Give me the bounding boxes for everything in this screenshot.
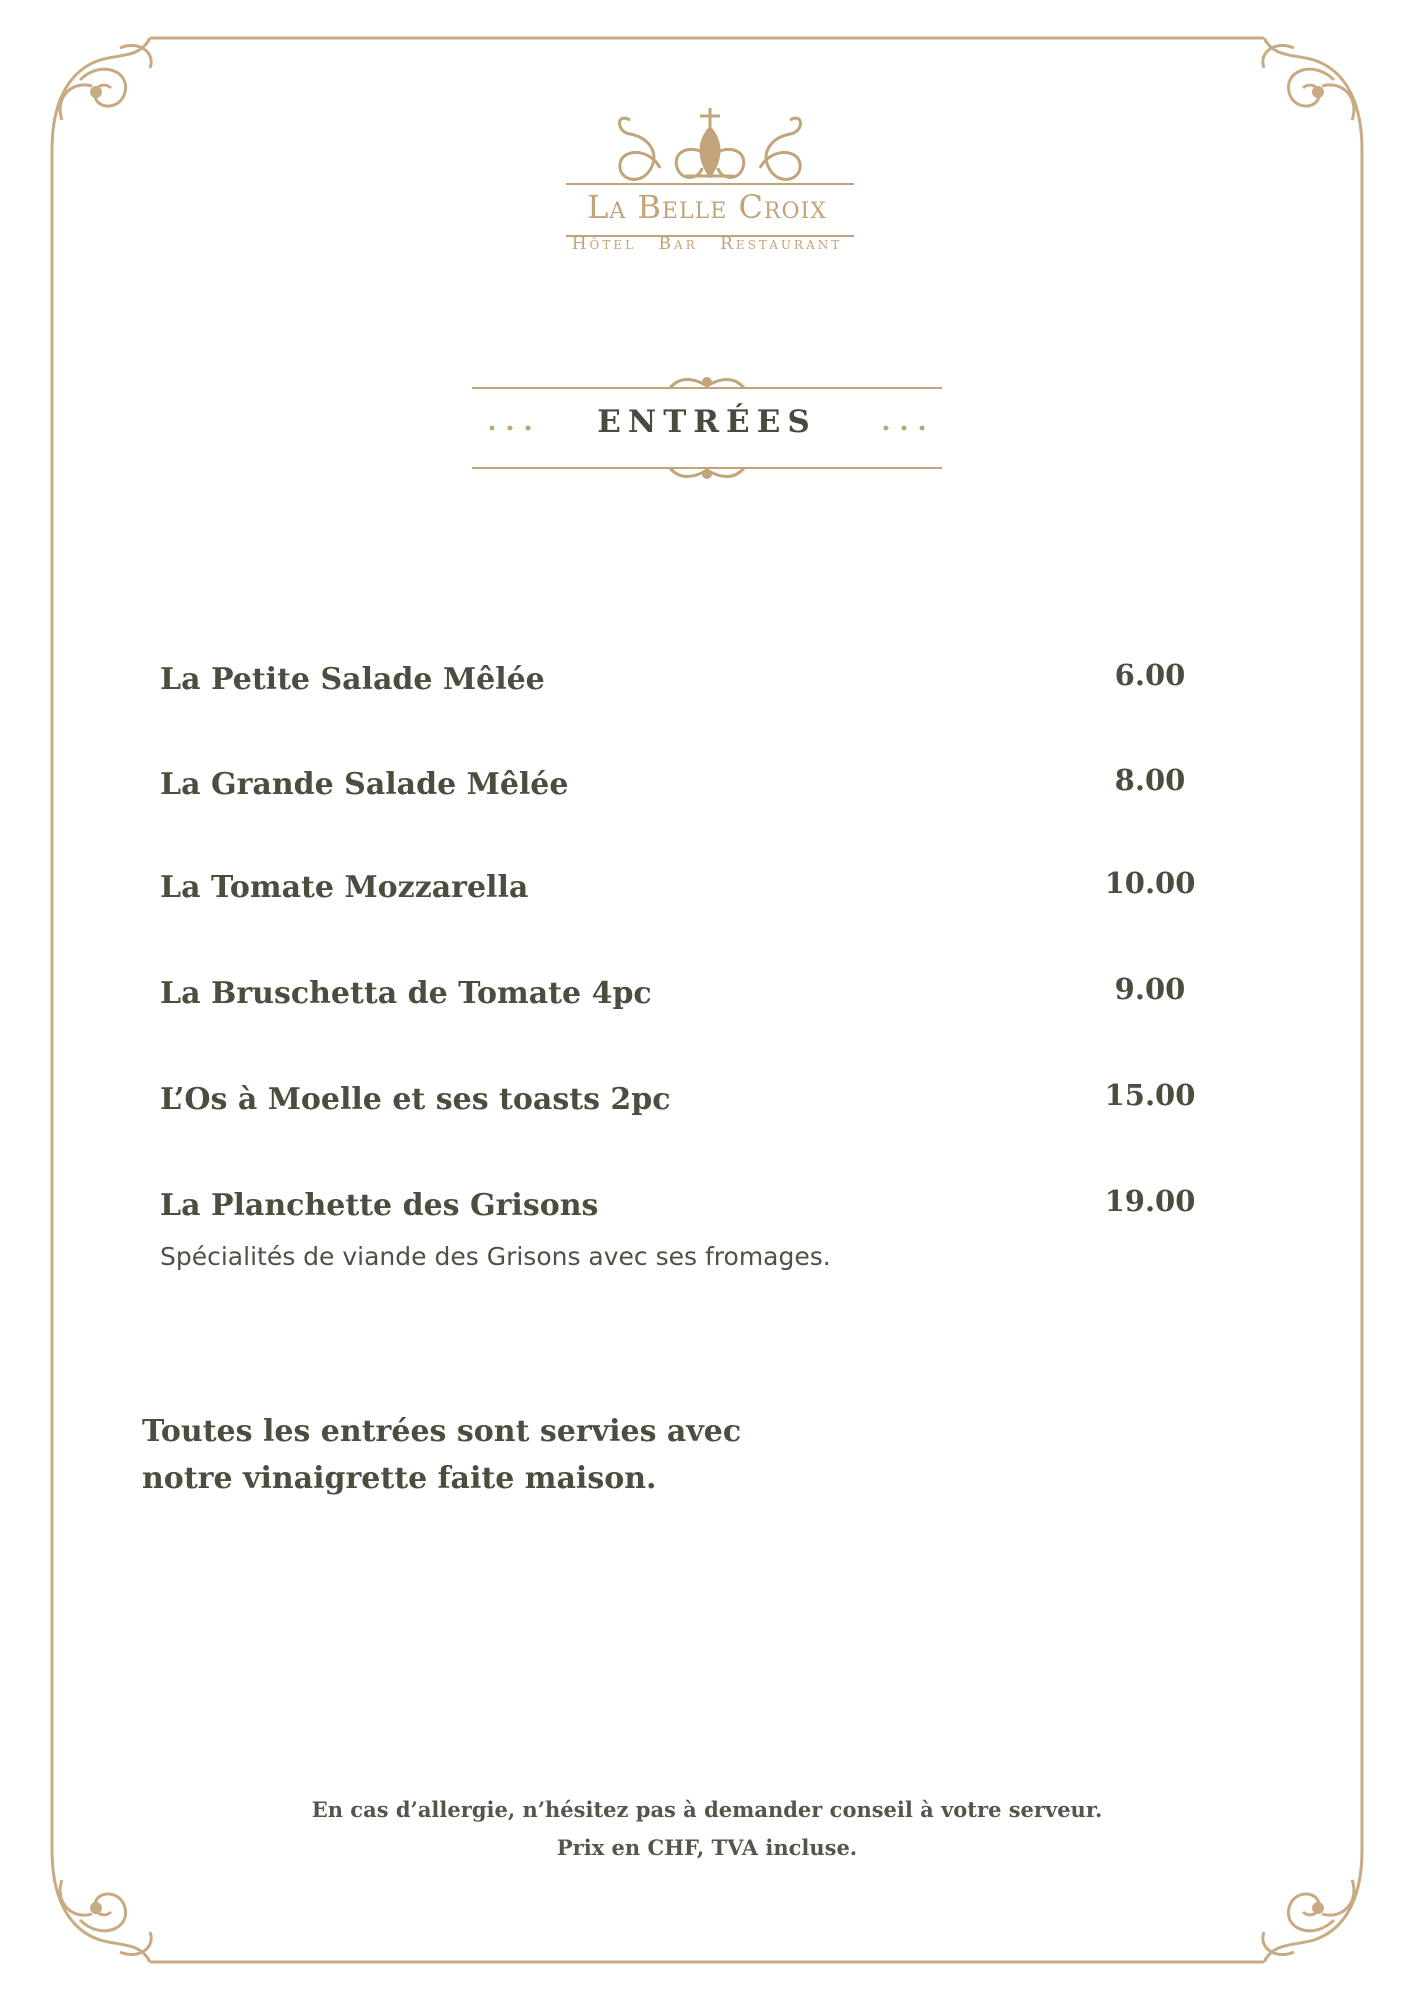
price-notice: Prix en CHF, TVA incluse.: [556, 1835, 858, 1860]
item-name: La Bruschetta de Tomate 4pc: [160, 976, 652, 1011]
item-price: 9.00: [1114, 972, 1186, 1006]
corner-ornament-icon: [52, 38, 151, 150]
menu-item: [160, 1184, 1230, 1298]
brand-subtitle: Hôtel Bar Restaurant: [571, 234, 843, 254]
item-price: 6.00: [1114, 658, 1186, 692]
item-name: La Grande Salade Mêlée: [160, 767, 569, 802]
allergy-notice: En cas d’allergie, n’hésitez pas à demander conseil à votre serveur.: [311, 1797, 1103, 1822]
section-title: ENTRÉES: [597, 404, 817, 440]
item-price: 19.00: [1104, 1184, 1196, 1218]
menu-item: [160, 763, 1230, 827]
item-name: L’Os à Moelle et ses toasts 2pc: [160, 1082, 671, 1117]
corner-ornament-icon: [52, 1850, 151, 1962]
item-name: La Planchette des Grisons: [160, 1188, 599, 1223]
item-name: La Petite Salade Mêlée: [160, 662, 545, 697]
menu-item: [160, 972, 1230, 1036]
menu-item: [160, 658, 1230, 722]
note-line: Toutes les entrées sont servies avec: [142, 1414, 742, 1449]
note-line: notre vinaigrette faite maison.: [142, 1461, 657, 1496]
corner-ornament-icon: [1263, 1850, 1362, 1962]
item-description: Spécialités de viande des Grisons avec ses fromages.: [160, 1242, 831, 1271]
menu-item: [160, 866, 1230, 930]
item-price: 10.00: [1104, 866, 1196, 900]
corner-ornament-icon: [1263, 38, 1362, 150]
brand-name: La Belle Croix: [587, 188, 827, 226]
item-name: La Tomate Mozzarella: [160, 870, 529, 905]
item-price: 8.00: [1114, 763, 1186, 797]
item-price: 15.00: [1104, 1078, 1196, 1112]
menu-item: [160, 1078, 1230, 1142]
dressing-note: [142, 1408, 842, 1502]
